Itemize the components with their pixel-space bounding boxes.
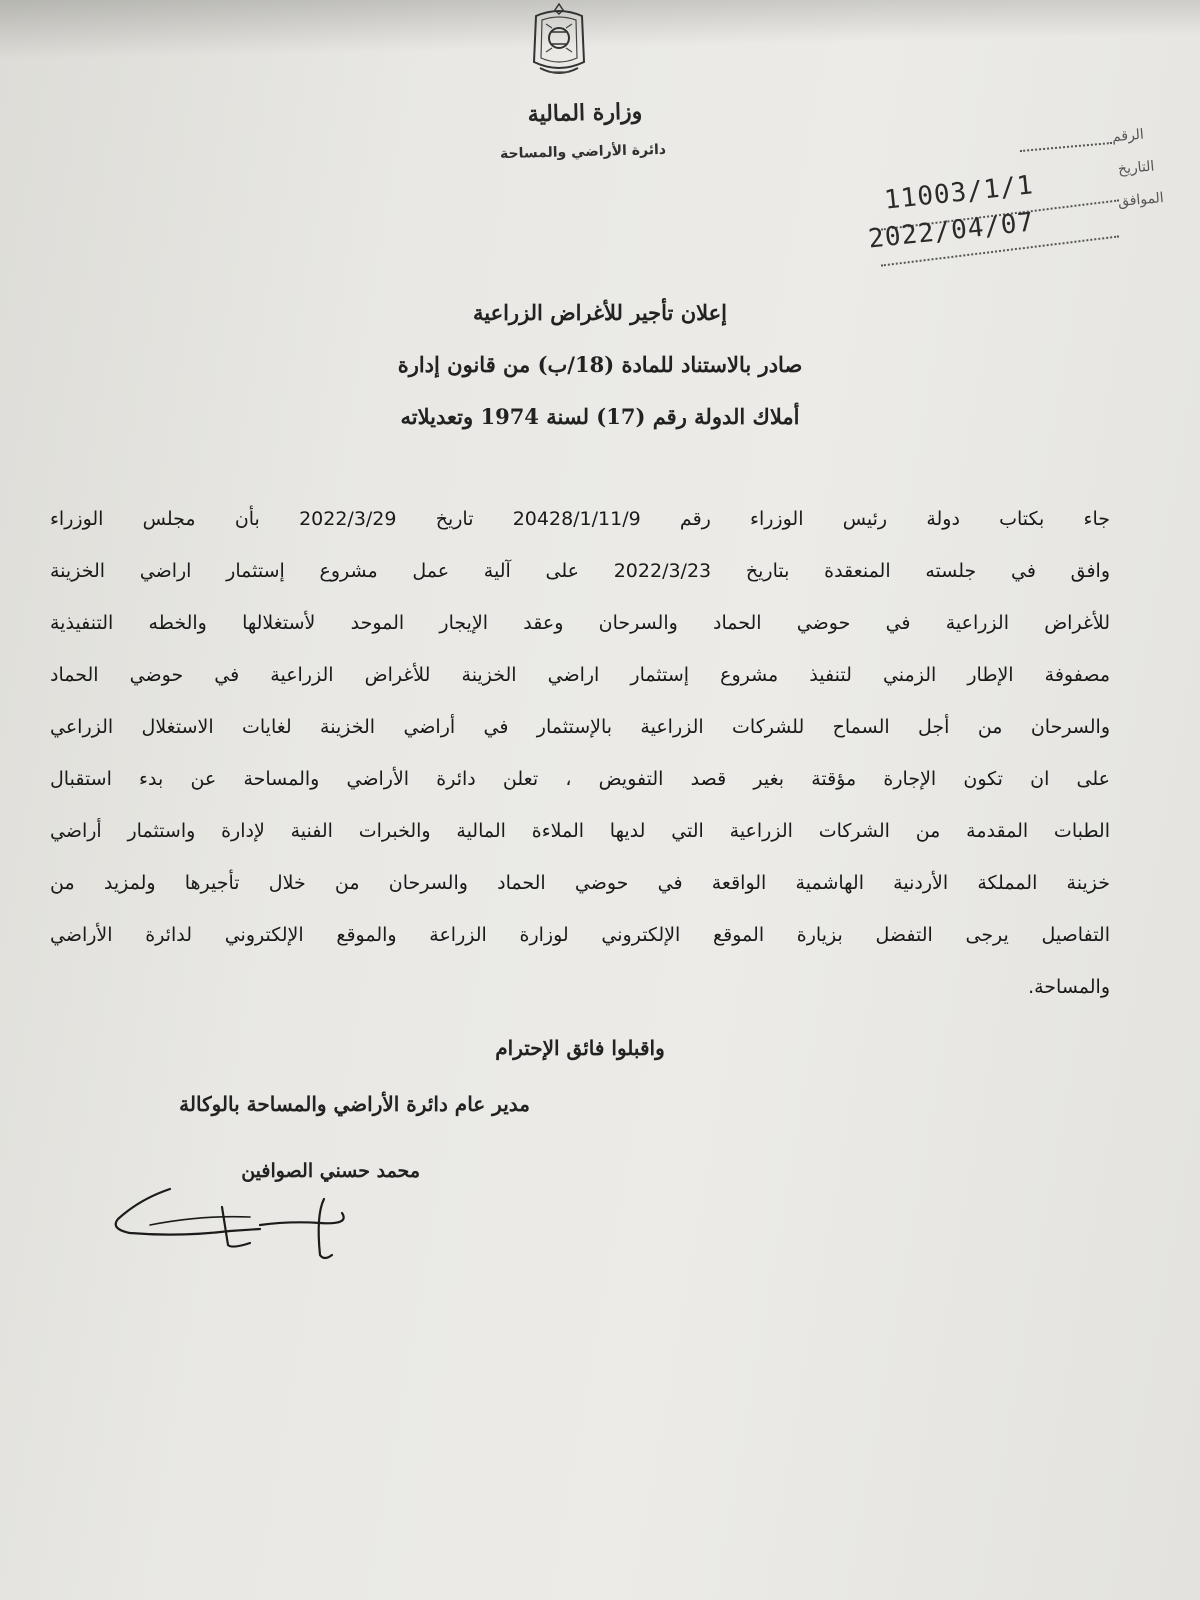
ministry-name: وزارة المالية	[527, 98, 643, 128]
body-line-3: للأغراض الزراعية في حوضي الحماد والسرحان وعقد الإيجار الموحد لأستغلالها والخطه التنفيذية	[50, 612, 1110, 634]
reference-number-stamp: 11003/1/1	[882, 170, 1036, 216]
body-line-8: خزينة المملكة الأردنية الهاشمية الواقعة في حوضي الحماد والسرحان من خلال تأجيرها ولمزيد من	[50, 872, 1110, 894]
reference-date-stamp: 2022/04/07	[866, 207, 1036, 255]
body-line-1: جاء بكتاب دولة رئيس الوزراء رقم 20428/1/11/9 تاريخ 2022/3/29 بأن مجلس الوزراء	[50, 508, 1111, 530]
title-legal-basis: صادر بالاستناد للمادة (18/ب) من قانون إدارة	[397, 352, 803, 377]
reference-number-label: الرقم	[1111, 126, 1145, 146]
signatory-name: محمد حسني الصوافين	[241, 1160, 420, 1182]
body-line-2: وافق في جلسته المنعقدة بتاريخ 2022/3/23 على آلية عمل مشروع إستثمار اراضي الخزينة	[50, 560, 1111, 582]
body-line-9: التفاصيل يرجى التفضل بزيارة الموقع الإلكتروني لوزارة الزراعة والموقع الإلكتروني لدائرة الأراضي	[50, 924, 1110, 946]
jordan-coat-of-arms-icon	[522, 2, 596, 82]
body-line-7: الطبات المقدمة من الشركات الزراعية التي لديها الملاءة المالية والخبرات الفنية لإدارة واستثمار أراضي	[50, 820, 1110, 842]
signatory-title: مدير عام دائرة الأراضي والمساحة بالوكالة	[179, 1092, 530, 1116]
body-line-5: والسرحان من أجل السماح للشركات الزراعية بالإستثمار في أراضي الخزينة لغايات الاستغلال الزراعي	[50, 716, 1110, 738]
title-law-reference: أملاك الدولة رقم (17) لسنة 1974 وتعديلاته	[400, 404, 800, 429]
body-line-6: على ان تكون الإجارة مؤقتة بغير قصد التفويض ، تعلن دائرة الأراضي والمساحة عن بدء استقبال	[50, 768, 1110, 790]
body-line-4: مصفوفة الإطار الزمني لتنفيذ مشروع إستثمار اراضي الخزينة للأغراض الزراعية في حوضي الحماد	[50, 664, 1110, 686]
reference-corresponding-label: الموافق	[1117, 190, 1165, 210]
reference-date-label: التاريخ	[1117, 158, 1155, 178]
body-line-10: والمساحة.	[1028, 976, 1110, 998]
announcement-title: إعلان تأجير للأغراض الزراعية	[472, 300, 728, 325]
reference-number-line	[1020, 142, 1112, 152]
page-shadow	[0, 0, 1200, 60]
department-name: دائرة الأراضي والمساحة	[499, 141, 667, 163]
handwritten-signature	[110, 1185, 370, 1265]
closing-regards: واقبلوا فائق الإحترام	[495, 1036, 665, 1060]
